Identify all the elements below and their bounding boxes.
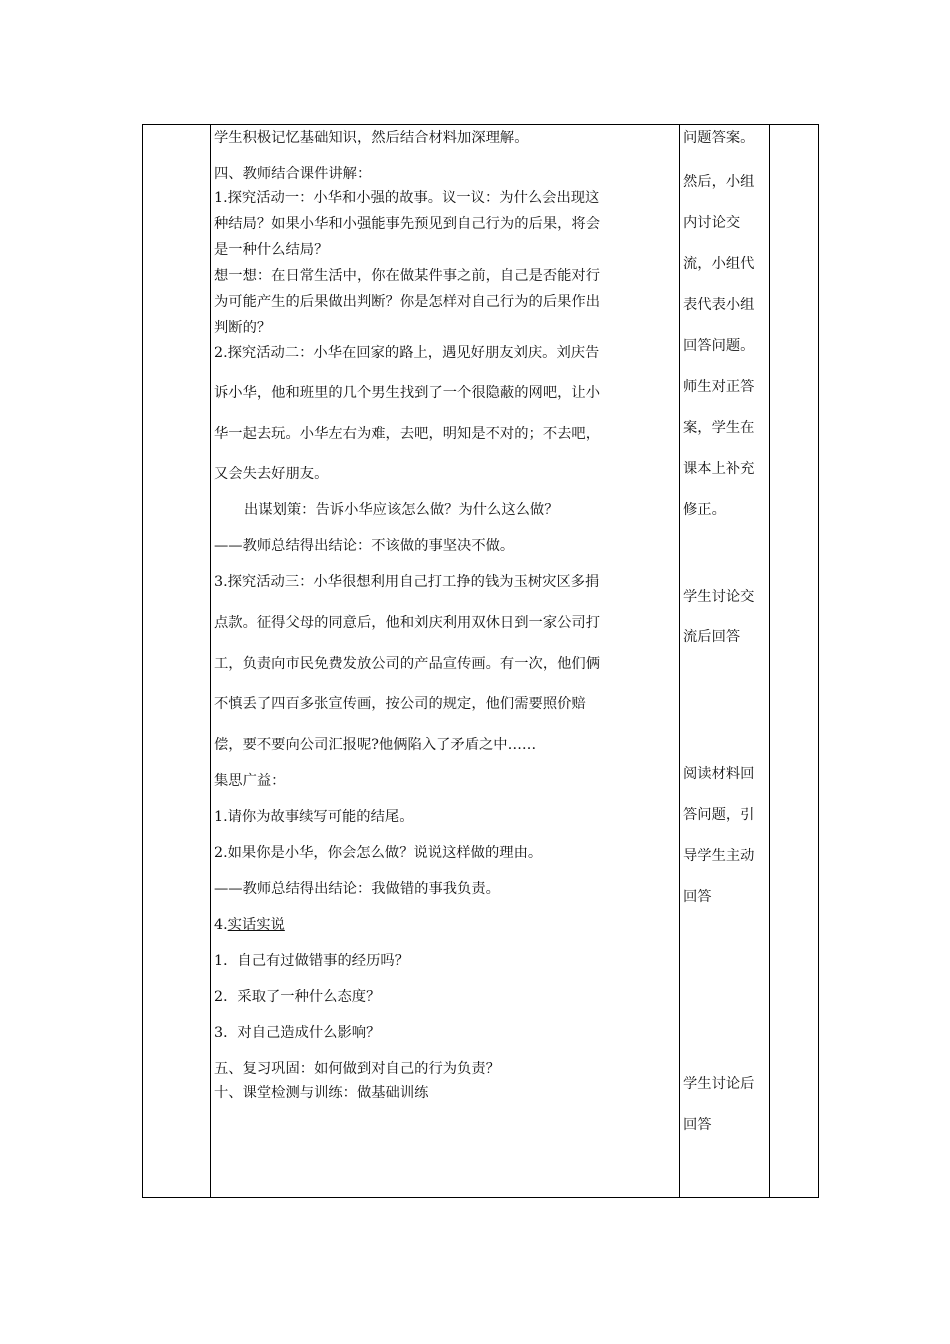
lesson-plan-table xyxy=(142,124,819,1198)
text-line: 华一起去玩。小华左右为难，去吧，明知是不对的；不去吧， xyxy=(214,426,601,442)
text-line: 流，小组代 xyxy=(683,256,755,272)
text-line: 1．自己有过做错事的经历吗？ xyxy=(214,953,409,969)
text-line: 1.探究活动一：小华和小强的故事。议一议：为什么会出现这 xyxy=(214,190,600,206)
text-line: 学生积极记忆基础知识，然后结合材料加深理解。 xyxy=(214,130,529,146)
text-line: 课本上补充 xyxy=(683,461,755,477)
text-line: 学生讨论后 xyxy=(683,1076,755,1092)
text-line: 1.请你为故事续写可能的结尾。 xyxy=(214,809,414,825)
text-line: 偿，要不要向公司汇报呢?他俩陷入了矛盾之中…… xyxy=(214,737,537,753)
text-line: 种结局？如果小华和小强能事先预见到自己行为的后果，将会 xyxy=(214,216,601,232)
text-line: 然后，小组 xyxy=(683,174,755,190)
text-line: 回答问题。 xyxy=(683,338,755,354)
section-heading: 四、教师结合课件讲解： xyxy=(214,166,372,182)
section-heading: 五、复习巩固：如何做到对自己的行为负责？ xyxy=(214,1061,500,1077)
text-line: 回答 xyxy=(683,889,712,905)
underlined-title: 实话实说 xyxy=(227,917,285,933)
conclusion-line: ——教师总结得出结论：我做错的事我负责。 xyxy=(214,881,500,897)
text-line: 3．对自己造成什么影响？ xyxy=(214,1025,381,1041)
text-line: 是一种什么结局？ xyxy=(214,242,329,258)
text-line: 为可能产生的后果做出判断？你是怎样对自己行为的后果作出 xyxy=(214,294,601,310)
column-divider xyxy=(210,125,211,1197)
text-line xyxy=(214,916,285,934)
text-line: 诉小华，他和班里的几个男生找到了一个很隐蔽的网吧，让小 xyxy=(214,385,601,401)
text-line: 阅读材料回 xyxy=(683,766,755,782)
text-line: 2.探究活动二：小华在回家的路上，遇见好朋友刘庆。刘庆告 xyxy=(214,345,600,361)
text-line: 2．采取了一种什么态度？ xyxy=(214,989,381,1005)
section-heading: 十、课堂检测与训练：做基础训练 xyxy=(214,1085,429,1101)
text-line: 不慎丢了四百多张宣传画，按公司的规定，他们需要照价赔 xyxy=(214,696,586,712)
text-line: 学生讨论交 xyxy=(683,589,755,605)
text-line: 导学生主动 xyxy=(683,848,755,864)
text-line: 工，负责向市民免费发放公司的产品宣传画。有一次，他们俩 xyxy=(214,656,601,672)
text-line: 想一想：在日常生活中，你在做某件事之前，自己是否能对行 xyxy=(214,268,601,284)
text-line: 判断的？ xyxy=(214,320,272,336)
text-line: 师生对正答 xyxy=(683,379,755,395)
column-divider xyxy=(679,125,680,1197)
text-line: 答问题，引 xyxy=(683,807,755,823)
text-line: 出谋划策：告诉小华应该怎么做？为什么这么做？ xyxy=(244,502,559,518)
text-line: 2.如果你是小华，你会怎么做？说说这样做的理由。 xyxy=(214,845,543,861)
text-line: 问题答案。 xyxy=(683,130,755,146)
text-line: 表代表小组 xyxy=(683,297,755,313)
text-line: 又会失去好朋友。 xyxy=(214,466,329,482)
text-line: 流后回答 xyxy=(683,629,741,645)
text-line: 修正。 xyxy=(683,502,726,518)
text-line: 回答 xyxy=(683,1117,712,1133)
conclusion-line: ——教师总结得出结论：不该做的事坚决不做。 xyxy=(214,538,515,554)
text-line: 内讨论交 xyxy=(683,215,741,231)
column-divider xyxy=(769,125,770,1197)
text-line: 集思广益： xyxy=(214,773,286,789)
text-line: 3.探究活动三：小华很想利用自己打工挣的钱为玉树灾区多捐 xyxy=(214,574,600,590)
text-line: 点款。征得父母的同意后，他和刘庆利用双休日到一家公司打 xyxy=(214,615,601,631)
item-number: 4. xyxy=(214,917,228,933)
text-line: 案，学生在 xyxy=(683,420,755,436)
